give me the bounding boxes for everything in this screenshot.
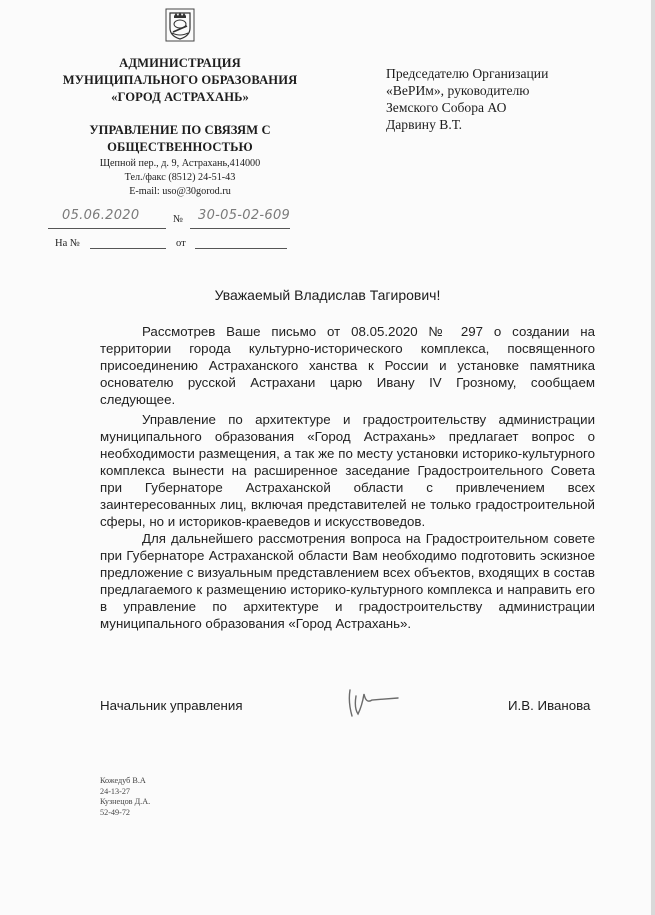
greeting: Уважаемый Владислав Тагирович! [214, 287, 441, 303]
recipient-block [386, 65, 548, 133]
org-name-line2: МУНИЦИПАЛЬНОГО ОБРАЗОВАНИЯ [62, 73, 298, 87]
recipient-line3: Земского Собора АО [386, 100, 507, 115]
coat-of-arms-icon [165, 8, 195, 42]
executors-block [100, 776, 150, 818]
executor-2-phone: 52-49-72 [100, 807, 131, 817]
signer-name: И.В. Иванова [508, 698, 591, 713]
sender-address: Щепной пер., д. 9, Астрахань,414000 [99, 158, 261, 169]
paragraph-3: Для дальнейшего рассмотрения вопроса на Градостроительном совете при Губернаторе Астраханской области Вам необходимо подготовить эскизное предложение с визуальным представлением всех объектов, входящих в состав предлагаемого к размещению историко-культурного комплекса и направить его в управление по архитектуре и градостроительству администрации муниципального образования «Город Астрахань». [100, 531, 595, 631]
org-name-line3: «ГОРОД АСТРАХАНЬ» [111, 90, 249, 104]
number-sign: № [173, 214, 184, 225]
signer-title: Начальник управления [100, 698, 243, 713]
number-underline [190, 228, 290, 229]
ref-label: На № [55, 238, 80, 249]
paragraph-2: Управление по архитектуре и градостроительству администрации муниципального образования «Город Астрахань» предлагает вопрос о необходимости размещения, а так же по месту установки историко-культурного комплекса вынести на расширенное заседание Градостроительного Совета при Губернаторе Астраханской области с привлечением всех заинтересованных лиц, включая представителей не только градостроительной сферы, но и историков-краеведов и искусствоведов. [100, 412, 595, 529]
dept-name-line1: УПРАВЛЕНИЕ ПО СВЯЗЯМ С [89, 123, 271, 137]
org-name-line1: АДМИНИСТРАЦИЯ [119, 56, 241, 70]
sender-email: E-mail: uso@30gorod.ru [129, 186, 231, 197]
recipient-line1: Председателю Организации [386, 66, 549, 81]
sender-phone: Тел./факс (8512) 24-51-43 [124, 172, 236, 183]
executor-1-name: Кожедуб В.А [100, 776, 146, 785]
executor-1-phone: 24-13-27 [100, 786, 131, 796]
executor-2-name: Кузнецов Д.А. [100, 797, 151, 807]
scan-edge [651, 0, 655, 915]
paragraph-1: Рассмотрев Ваше письмо от 08.05.2020 № 297 о создании на территории города культурно-исторического комплекса, посвященного присоединению Астраханского ханства к России и установке памятника основателю русской Астрахани царю Ивану IV Грозному, сообщаем следующее. [100, 324, 595, 407]
outgoing-date: 05.06.2020 [62, 208, 140, 223]
outgoing-number: 30-05-02-609 [198, 208, 291, 223]
from-label: от [176, 238, 186, 249]
recipient-line2: «ВеРИм», руководителю [386, 83, 530, 98]
date-underline [48, 228, 166, 229]
ref-underline [90, 248, 166, 249]
recipient-line4: Дарвину В.Т. [386, 117, 463, 132]
dept-name-line2: ОБЩЕСТВЕННОСТЬЮ [107, 140, 253, 154]
letter-body [100, 323, 595, 632]
from-underline [195, 248, 287, 249]
handwritten-signature [342, 686, 402, 720]
